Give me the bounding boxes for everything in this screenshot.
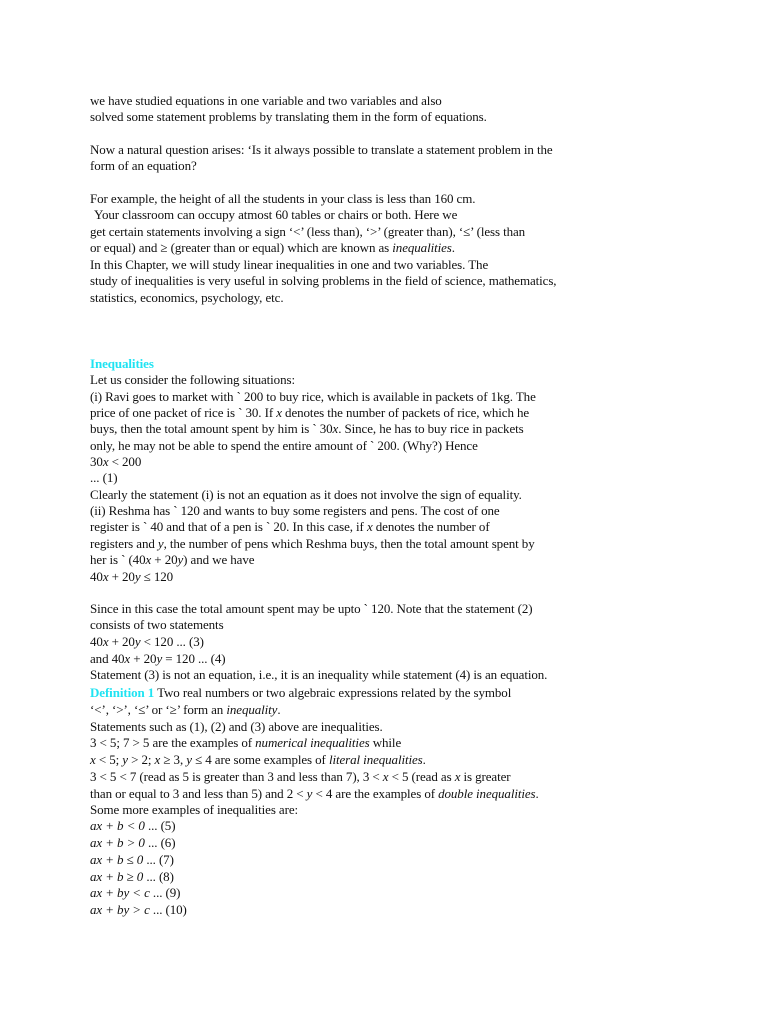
text-line: 3 < 5 < 7 (read as 5 is greater than 3 and less than 7), 3 < x < 5 (read as x is greater [90,769,511,784]
text-line: x < 5; y > 2; x ≥ 3, y ≤ 4 are some examples of literal inequalities. [90,752,426,767]
text-line: study of inequalities is very useful in solving problems in the field of science, mathematics, [90,273,557,288]
text-line: only, he may not be able to spend the entire amount of ` 200. (Why?) Hence [90,438,478,453]
example-inequality: ax + by > c ... (10) [90,902,187,917]
text-line: (ii) Reshma has ` 120 and wants to buy some registers and pens. The cost of one [90,503,500,518]
text-line: get certain statements involving a sign ‘<’ (less than), ‘>’ (greater than), ‘≤’ (less than [90,224,526,239]
text-line: solved some statement problems by translating them in the form of equations. [90,109,487,124]
text-line: Your classroom can occupy atmost 60 tables or chairs or both. Here we [94,207,458,222]
text-line: form of an equation? [90,158,197,173]
text-line: Now a natural question arises: ‘Is it always possible to translate a statement problem in the [90,142,553,157]
text-line: consists of two statements [90,617,224,632]
text-line: register is ` 40 and that of a pen is ` 20. In this case, if x denotes the number of [90,519,490,534]
text-line: 3 < 5; 7 > 5 are the examples of numerical inequalities while [90,735,402,750]
example-inequality: ax + b > 0 ... (6) [90,835,176,850]
equation-line: 40x + 20y < 120 ... (3) [90,634,204,649]
text-line: Some more examples of inequalities are: [90,802,299,817]
text-line: Since in this case the total amount spent may be upto ` 120. Note that the statement (2) [90,601,533,616]
text-line: ‘<’, ‘>’, ‘≤’ or ‘≥’ form an inequality. [90,702,281,717]
text-line: Let us consider the following situations: [90,372,295,387]
text-line: Clearly the statement (i) is not an equation as it does not involve the sign of equality. [90,487,522,502]
text-line: than or equal to 3 and less than 5) and 2 < y < 4 are the examples of double inequalities. [90,786,539,801]
text-line: or equal) and ≥ (greater than or equal) which are known as inequalities. [90,240,455,255]
text-line: her is ` (40x + 20y) and we have [90,552,255,567]
text-line: (i) Ravi goes to market with ` 200 to buy rice, which is available in packets of 1kg. The [90,389,536,404]
equation-line: and 40x + 20y = 120 ... (4) [90,651,226,666]
example-inequality: ax + by < c ... (9) [90,885,181,900]
equation-line: 40x + 20y ≤ 120 [90,569,174,584]
example-inequality: ax + b < 0 ... (5) [90,818,176,833]
definition-line: Definition 1 Two real numbers or two algebraic expressions related by the symbol [90,685,512,700]
text-line: registers and y, the number of pens which Reshma buys, then the total amount spent by [90,536,535,551]
section-heading: Inequalities [90,356,154,371]
text-line: In this Chapter, we will study linear inequalities in one and two variables. The [90,257,489,272]
definition-label: Definition 1 [90,685,155,700]
equation-number: ... (1) [90,470,118,485]
example-inequality: ax + b ≤ 0 ... (7) [90,852,174,867]
text-line: buys, then the total amount spent by him is ` 30x. Since, he has to buy rice in packets [90,421,524,436]
text-line: Statement (3) is not an equation, i.e., it is an inequality while statement (4) is an equation. [90,667,548,682]
text-line: price of one packet of rice is ` 30. If x denotes the number of packets of rice, which he [90,405,530,420]
equation-line: 30x < 200 [90,454,142,469]
text-line: statistics, economics, psychology, etc. [90,290,284,305]
text-line: For example, the height of all the students in your class is less than 160 cm. [90,191,476,206]
text-line: we have studied equations in one variable and two variables and also [90,93,442,108]
example-inequality: ax + b ≥ 0 ... (8) [90,869,174,884]
text-line: Statements such as (1), (2) and (3) above are inequalities. [90,719,383,734]
